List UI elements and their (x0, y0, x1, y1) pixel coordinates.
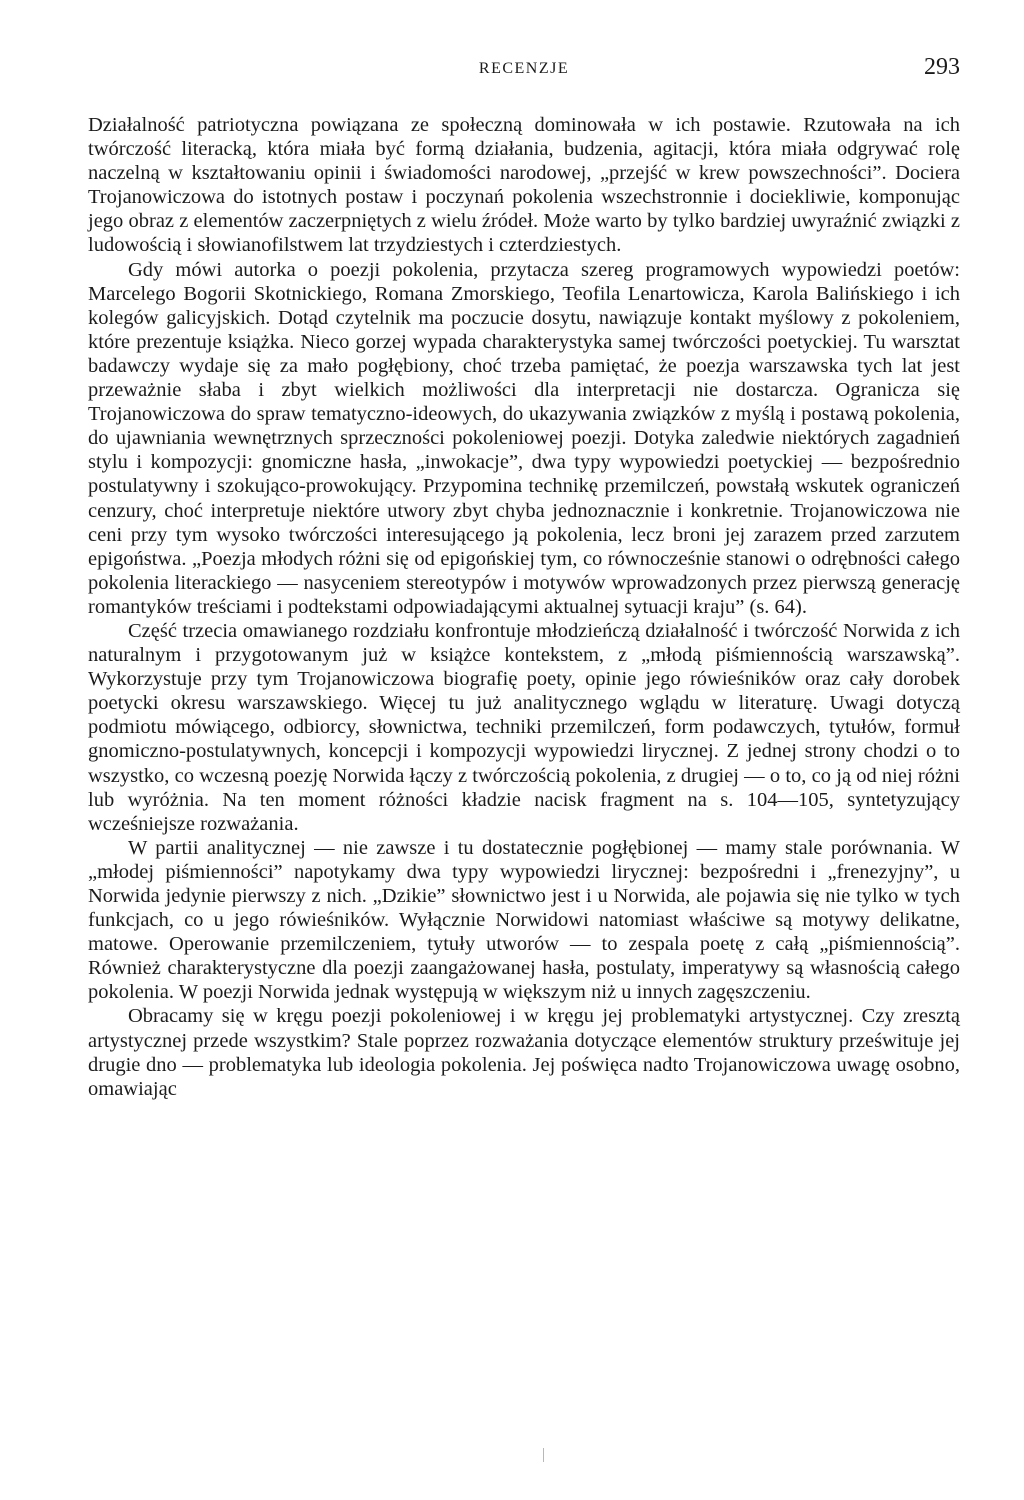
page-header (88, 54, 960, 84)
paragraph-4: W partii analitycznej — nie zawsze i tu dostatecznie pogłębionej — mamy stale porównania. W „młodej piśmienności” napotykamy dwa typy wypowiedzi lirycznej: bezpośredni i „frenezyjny”, u Norwida jedynie pierwszy z nich. „Dzikie” słownictwo jest i u Norwida, ale pojawia się nie tylko w tych funkcjach, co u jego rówieśników. Wyłącznie Norwidowi natomiast właściwe są motywy delikatne, matowe. Operowanie przemilczeniem, tytuły utworów — to zespala poetę z całą „piśmiennością”. Również charakterystyczne dla poezji zaangażowanej hasła, postulaty, imperatywy są własnością całego pokolenia. W poezji Norwida jednak występują w większym niż u innych zagęszczeniu. (88, 836, 960, 1004)
paragraph-1: Działalność patriotyczna powiązana ze społeczną dominowała w ich postawie. Rzutowała na ich twórczość literacką, która miała być formą działania, budzenia, agitacji, która miała odgrywać rolę naczelną w kształtowaniu opinii i świadomości narodowej, „przejść w krew powszechności”. Dociera Trojanowiczowa do istotnych postaw i poczynań pokolenia wszechstronnie i dociekliwie, komponując jego obraz z elementów zaczerpniętych z wielu źródeł. Może warto by tylko bardziej uwyraźnić związki z ludowością i słowianofilstwem lat trzydziestych i czterdziestych. (88, 114, 960, 257)
scan-mark (543, 1448, 544, 1462)
running-head: RECENZJE (478, 60, 570, 77)
page-number: 293 (924, 54, 960, 80)
article-body (88, 113, 960, 1101)
paragraph-3: Część trzecia omawianego rozdziału konfrontuje młodzieńczą działalność i twórczość Norwida z ich naturalnym i przygotowanym już w książce kontekstem, z „młodą piśmiennością warszawską”. Wykorzystuje przy tym Trojanowiczowa biografię poety, opinie jego rówieśników oraz cały dorobek poetycki okresu warszawskiego. Więcej tu już analitycznego wglądu w literaturę. Uwagi dotyczą podmiotu mówiącego, odbiorcy, słownictwa, techniki przemilczeń, form podawczych, tytułów, formuł gnomiczno-postulatywnych, koncepcji i kompozycji wypowiedzi lirycznej. Z jednej strony chodzi o to wszystko, co wczesną poezję Norwida łączy z twórczością pokolenia, z drugiej — o to, co ją od niej różni lub wyróżnia. Na ten moment różności kładzie nacisk fragment na s. 104—105, syntetyzujący wcześniejsze rozważania. (88, 619, 960, 835)
paragraph-5: Obracamy się w kręgu poezji pokoleniowej i w kręgu jej problematyki artystycznej. Czy zresztą artystycznej przede wszystkim? Stale poprzez rozważania dotyczące elementów struktury prześwituje jej drugie dno — problematyka lub ideologia pokolenia. Jej poświęca nadto Trojanowiczowa uwagę osobno, omawiając (88, 1005, 960, 1100)
paragraph-2: Gdy mówi autorka o poezji pokolenia, przytacza szereg programowych wypowiedzi poetów: Marcelego Bogorii Skotnickiego, Romana Zmorskiego, Teofila Lenartowicza, Karola Balińskiego i ich kolegów galicyjskich. Dotąd czytelnik ma poczucie dosytu, nawiązuje kontakt myślowy z pokoleniem, które prezentuje książka. Nieco gorzej wypada charakterystyka samej twórczości poetyckiej. Tu warsztat badawczy wydaje się za mało pogłębiony, choć trzeba pamiętać, że poezja warszawska tych lat jest przeważnie słaba i zbyt wielkich możliwości dla interpretacji nie dostarcza. Ogranicza się Trojanowiczowa do spraw tematyczno-ideowych, do ukazywania związków z myślą i postawą pokolenia, do ujawniania wewnętrznych sprzeczności pokoleniowej poezji. Dotyka zaledwie niektórych zagadnień stylu i kompozycji: gnomiczne hasła, „inwokacje”, dwa typy wypowiedzi poetyckiej — bezpośrednio postulatywny i szokująco-prowokujący. Przypomina technikę przemilczeń, powstałą wskutek ograniczeń cenzury, choć interpretuje niektóre utwory zbyt chyba jednoznacznie i konkretnie. Trojanowiczowa nie ceni przy tym wysoko twórczości interesującego ją pokolenia, lecz broni jej zarazem przed zarzutem epigoństwa. „Poezja młodych różni się od epigońskiej tym, co równocześnie stanowi o odrębności całego pokolenia literackiego — nasyceniem stereotypów i motywów wprowadzonych przez pierwszą generację romantyków treściami i podtekstami odpowiadającymi aktualnej sytuacji kraju” (s. 64). (88, 258, 960, 618)
